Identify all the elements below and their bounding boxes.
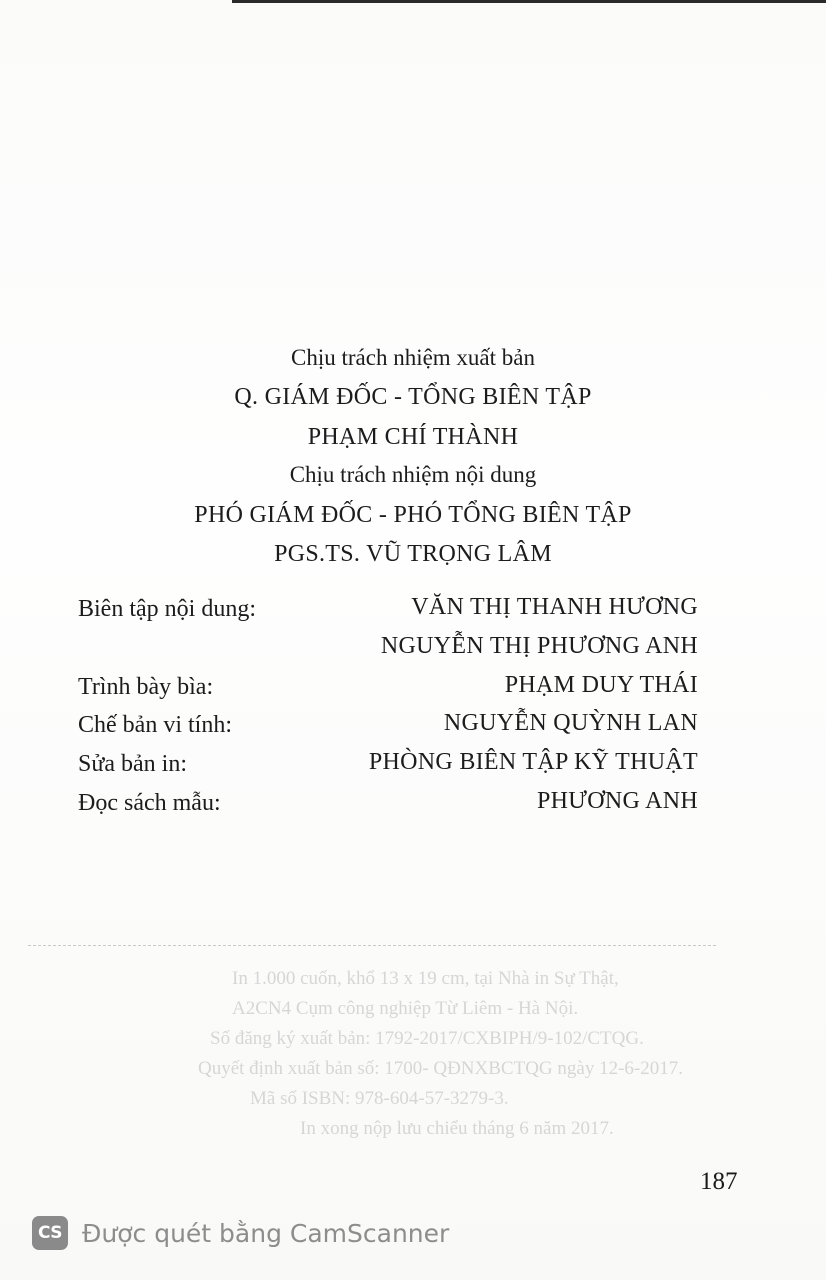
- staff-value-content-editor: VĂN THỊ THANH HƯƠNG: [411, 594, 698, 620]
- staff-label-typesetting: Chế bản vi tính:: [78, 712, 232, 738]
- imprint-divider: [28, 945, 716, 946]
- staff-value-cover-design: PHẠM DUY THÁI: [504, 672, 698, 698]
- publisher-role: Chịu trách nhiệm xuất bản: [291, 345, 535, 370]
- page-top-edge: [232, 0, 826, 3]
- camscanner-logo-icon: CS: [32, 1216, 68, 1250]
- publisher-title: Q. GIÁM ĐỐC - TỔNG BIÊN TẬP: [234, 384, 592, 410]
- imprint-line: A2CN4 Cụm công nghiệp Từ Liêm - Hà Nội.: [232, 998, 579, 1019]
- staff-value-proofreading: PHÒNG BIÊN TẬP KỸ THUẬT: [368, 749, 698, 775]
- staff-value-content-editor-2: NGUYỄN THỊ PHƯƠNG ANH: [380, 633, 698, 659]
- imprint-line: In xong nộp lưu chiểu tháng 6 năm 2017.: [300, 1118, 614, 1139]
- imprint-line: In 1.000 cuốn, khổ 13 x 19 cm, tại Nhà in Sự Thật,: [232, 968, 619, 989]
- staff-label-content-editor: Biên tập nội dung:: [78, 596, 256, 622]
- staff-value-sample-reading: PHƯƠNG ANH: [537, 788, 698, 814]
- scanner-watermark: [32, 1215, 449, 1251]
- content-role: Chịu trách nhiệm nội dung: [289, 462, 537, 487]
- imprint-line: Số đăng ký xuất bản: 1792-2017/CXBIPH/9-102/CTQG.: [210, 1028, 644, 1049]
- staff-label-cover-design: Trình bày bìa:: [78, 674, 214, 700]
- publisher-name: PHẠM CHÍ THÀNH: [307, 424, 519, 450]
- page-number: 187: [700, 1168, 738, 1195]
- imprint-line: Quyết định xuất bản số: 1700- QĐNXBCTQG ngày 12-6-2017.: [198, 1058, 683, 1079]
- staff-value-typesetting: NGUYỄN QUỲNH LAN: [443, 710, 698, 736]
- watermark-text: Được quét bằng CamScanner: [82, 1218, 450, 1248]
- imprint-line: Mã số ISBN: 978-604-57-3279-3.: [250, 1088, 509, 1109]
- content-title: PHÓ GIÁM ĐỐC - PHÓ TỔNG BIÊN TẬP: [194, 502, 632, 528]
- staff-label-proofreading: Sửa bản in:: [78, 751, 187, 777]
- content-name: PGS.TS. VŨ TRỌNG LÂM: [274, 541, 552, 567]
- staff-label-sample-reading: Đọc sách mẫu:: [78, 790, 221, 816]
